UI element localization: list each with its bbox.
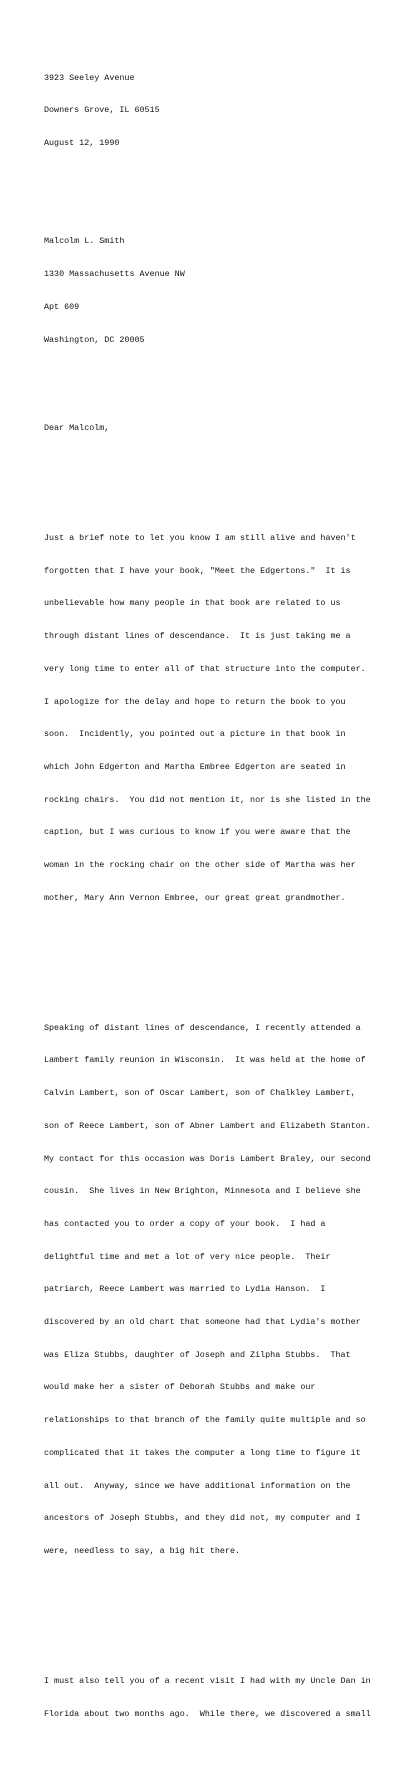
- paragraph-line: Calvin Lambert, son of Oscar Lambert, son of Chalkley Lambert,: [44, 1088, 356, 1099]
- paragraph-3: [44, 1654, 396, 1741]
- paragraph-line: delightful time and met a lot of very nice people. Their: [44, 1251, 331, 1262]
- recipient-name: Malcolm L. Smith: [44, 236, 125, 247]
- paragraph-line: unbelievable how many people in that book are related to us: [44, 598, 341, 609]
- paragraph-line: cousin. She lives in New Brighton, Minnesota and I believe she: [44, 1186, 361, 1197]
- paragraph-line: were, needless to say, a big hit there.: [44, 1545, 241, 1556]
- paragraph-line: relationships to that branch of the family quite multiple and so: [44, 1415, 366, 1426]
- paragraph-line: soon. Incidently, you pointed out a picture in that book in: [44, 729, 346, 740]
- letter-body: [44, 40, 396, 1774]
- recipient-city-line: Washington, DC 20005: [44, 334, 145, 345]
- paragraph-line: ancestors of Joseph Stubbs, and they did not, my computer and I: [44, 1513, 361, 1524]
- sender-street: 3923 Seeley Avenue: [44, 72, 135, 83]
- paragraph-line: woman in the rocking chair on the other side of Martha was her: [44, 860, 356, 871]
- spacer: [44, 958, 396, 968]
- paragraph-line: which John Edgerton and Martha Embree Edgerton are seated in: [44, 761, 346, 772]
- paragraph-line: Lambert family reunion in Wisconsin. It was held at the home of: [44, 1055, 366, 1066]
- paragraph-line: forgotten that I have your book, "Meet the Edgertons." It is: [44, 565, 351, 576]
- paragraph-line: Florida about two months ago. While there, we discovered a small: [44, 1708, 371, 1719]
- paragraph-line: all out. Anyway, since we have additional information on the: [44, 1480, 351, 1491]
- paragraph-line: through distant lines of descendance. It is just taking me a: [44, 631, 351, 642]
- paragraph-line: rocking chairs. You did not mention it, nor is she listed in the: [44, 794, 371, 805]
- paragraph-line: has contacted you to order a copy of your book. I had a: [44, 1218, 326, 1229]
- paragraph-line: My contact for this occasion was Doris Lambert Braley, our second: [44, 1153, 371, 1164]
- paragraph-line: Just a brief note to let you know I am still alive and haven't: [44, 533, 356, 544]
- recipient-street: 1330 Massachusetts Avenue NW: [44, 269, 185, 280]
- letter-date: August 12, 1990: [44, 138, 120, 149]
- paragraph-1: [44, 511, 396, 925]
- paragraph-line: patriarch, Reece Lambert was married to Lydia Hanson. I: [44, 1284, 326, 1295]
- spacer: [44, 467, 396, 479]
- spacer: [44, 182, 396, 204]
- paragraph-line: discovered by an old chart that someone had that Lydia's mother: [44, 1317, 361, 1328]
- paragraph-2: [44, 1001, 396, 1579]
- paragraph-line: caption, but I was curious to know if you were aware that the: [44, 827, 351, 838]
- paragraph-line: very long time to enter all of that structure into the computer.: [44, 663, 366, 674]
- paragraph-line: mother, Mary Ann Vernon Embree, our great great grandmother.: [44, 892, 346, 903]
- salutation: Dear Malcolm,: [44, 422, 110, 433]
- paragraph-line: I apologize for the delay and hope to return the book to you: [44, 696, 346, 707]
- paragraph-line: Speaking of distant lines of descendance, I recently attended a: [44, 1022, 361, 1033]
- spacer: [44, 378, 396, 390]
- paragraph-line: complicated that it takes the computer a long time to figure it: [44, 1447, 361, 1458]
- spacer: [44, 1611, 396, 1621]
- paragraph-line: I must also tell you of a recent visit I had with my Uncle Dan in: [44, 1675, 371, 1686]
- sender-city-line: Downers Grove, IL 60515: [44, 105, 160, 116]
- paragraph-line: would make her a sister of Deborah Stubbs and make our: [44, 1382, 316, 1393]
- paragraph-line: was Eliza Stubbs, daughter of Joseph and Zilpha Stubbs. That: [44, 1349, 351, 1360]
- paragraph-line: son of Reece Lambert, son of Abner Lambert and Elizabeth Stanton.: [44, 1120, 371, 1131]
- recipient-apt: Apt 609: [44, 301, 80, 312]
